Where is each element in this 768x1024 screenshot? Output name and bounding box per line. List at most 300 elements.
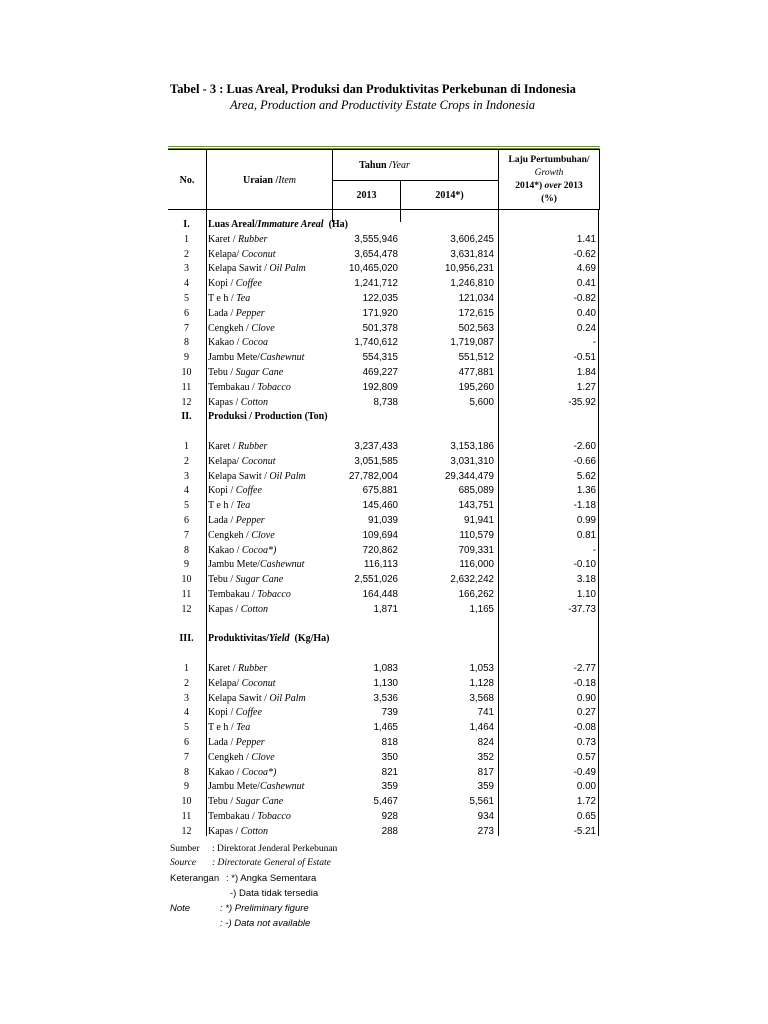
row-number: 11 [181, 381, 192, 393]
row-number: 8 [184, 337, 189, 349]
row-number: 7 [184, 322, 189, 334]
row-item [208, 558, 304, 573]
item-id: Tembakau / [208, 589, 258, 600]
item-id: Kakao / [208, 337, 242, 349]
item-en: Cashewnut [259, 781, 305, 793]
item-en: Pepper [235, 515, 265, 526]
value-growth: -2.77 [573, 663, 596, 674]
item-id: Jambu Mete/ [208, 781, 260, 793]
value-growth: 0.99 [576, 515, 596, 526]
table-row [168, 381, 600, 396]
row-item [208, 825, 268, 840]
value-2013: 720,862 [362, 544, 398, 556]
value-2013: 3,555,946 [354, 233, 398, 245]
section-row [168, 632, 600, 647]
row-number: 3 [184, 263, 189, 275]
row-item [208, 484, 262, 499]
value-growth: 4.69 [576, 263, 596, 275]
value-2014: 5,600 [469, 396, 494, 408]
header-growth-line1: Laju Pertumbuhan/ [508, 155, 590, 165]
value-2013: 739 [381, 707, 398, 719]
item-id: Karet / [208, 233, 238, 245]
item-id: Kelapa/ [208, 677, 242, 689]
table-row [168, 558, 600, 573]
item-id: Jambu Mete/ [208, 352, 260, 364]
row-number: 8 [184, 544, 189, 556]
row-item [208, 470, 306, 485]
row-item [208, 780, 304, 795]
table-row [168, 766, 600, 781]
row-number: 4 [184, 485, 189, 497]
growth-over: over [544, 181, 562, 191]
value-2013: 818 [381, 737, 398, 748]
row-number: II. [181, 411, 192, 423]
value-2013: 5,467 [373, 796, 398, 808]
row-item [208, 248, 275, 263]
item-en: Pepper [235, 737, 265, 748]
value-2014: 110,579 [459, 529, 494, 541]
item-id: Cengkeh / [208, 529, 252, 541]
value-2014: 3,631,814 [450, 248, 494, 260]
table-row [168, 514, 600, 529]
table-row [168, 780, 600, 795]
row-number: III. [179, 633, 194, 645]
table-row [168, 810, 600, 825]
row-item [208, 499, 250, 514]
value-growth: -0.49 [573, 766, 596, 778]
value-growth: -1.18 [573, 500, 596, 512]
table-row [168, 440, 600, 455]
item-id: Kapas / [208, 396, 241, 408]
value-2013: 164,448 [362, 589, 398, 600]
row-item [208, 277, 262, 292]
header-item-en: Item [278, 174, 297, 186]
item-unit: (Ha) [323, 219, 349, 230]
row-number: 9 [184, 559, 189, 571]
item-id: Kelapa Sawit / [208, 692, 270, 704]
row-item [208, 632, 330, 647]
section-row [168, 218, 600, 233]
item-id: Kopi / [208, 485, 236, 497]
value-2013: 1,130 [373, 677, 398, 689]
item-en: Cotton [240, 396, 269, 408]
value-2013: 501,378 [362, 322, 398, 334]
row-number: 12 [181, 396, 192, 408]
value-2013: 821 [381, 766, 398, 778]
row-number: 10 [181, 367, 192, 378]
row-item [208, 573, 283, 588]
value-2013: 3,237,433 [354, 441, 398, 452]
value-growth: - [592, 337, 596, 349]
table-row [168, 825, 600, 840]
table-row [168, 470, 600, 485]
value-2013: 3,051,585 [354, 455, 398, 467]
item-en: Oil Palm [269, 692, 306, 704]
value-2013: 1,465 [373, 722, 398, 734]
value-2014: 3,568 [469, 692, 494, 704]
row-item [208, 544, 276, 559]
table-row [168, 366, 600, 381]
row-number: 7 [184, 751, 189, 763]
header-item [206, 150, 332, 210]
value-growth: -5.21 [573, 825, 596, 837]
row-item [208, 529, 275, 544]
item-en: Tobacco [257, 811, 291, 822]
value-2013: 171,920 [362, 307, 398, 319]
value-growth: -0.82 [573, 293, 596, 304]
value-growth: 1.10 [576, 589, 596, 600]
value-2014: 3,031,310 [450, 455, 494, 467]
table-row [168, 322, 600, 337]
value-2013: 122,035 [362, 293, 398, 304]
row-item [208, 322, 275, 337]
value-2014: 273 [477, 825, 494, 837]
item-id: Lada / [208, 737, 236, 748]
item-id: Tembakau / [208, 811, 258, 822]
table-row [168, 262, 600, 277]
header-growth [498, 150, 600, 210]
value-growth: - [592, 544, 596, 556]
row-item [208, 588, 291, 603]
value-2014: 359 [477, 781, 494, 793]
table-row [168, 795, 600, 810]
value-growth: -37.73 [568, 603, 596, 615]
value-growth: -0.51 [573, 352, 596, 364]
value-2014: 3,606,245 [450, 233, 494, 245]
item-id: Lada / [208, 307, 236, 319]
header-mid-border [332, 180, 498, 181]
item-en: Rubber [238, 663, 268, 674]
item-en: Pepper [235, 307, 265, 319]
value-growth: 3.18 [576, 574, 596, 586]
table-row [168, 736, 600, 751]
item-id: T e h / [208, 500, 237, 512]
table-row [168, 499, 600, 514]
value-2013: 8,738 [373, 396, 398, 408]
item-en: Clove [251, 529, 275, 541]
value-2014: 121,034 [458, 293, 494, 304]
item-id: Karet / [208, 441, 238, 452]
item-id: Jambu Mete/ [208, 559, 260, 571]
note-source-label: Source [170, 858, 197, 868]
item-unit: (Kg/Ha) [289, 633, 330, 645]
item-id: T e h / [208, 722, 237, 734]
value-growth: -2.60 [573, 441, 596, 452]
row-item [208, 410, 328, 425]
item-id: Luas Areal/ [208, 219, 258, 230]
item-id: Produktivitas/ [208, 633, 269, 645]
row-item [208, 810, 291, 825]
item-en: Sugar Cane [235, 574, 284, 586]
item-en: Oil Palm [269, 470, 306, 482]
row-number: 5 [184, 722, 189, 734]
row-number: 3 [184, 470, 189, 482]
value-2014: 195,260 [458, 381, 494, 393]
row-item [208, 218, 348, 233]
section-row [168, 410, 600, 425]
row-item [208, 396, 268, 411]
table-row [168, 455, 600, 470]
item-id: Kelapa/ [208, 455, 242, 467]
table-row [168, 292, 600, 307]
table-row [168, 603, 600, 618]
note-note-label: Note [170, 903, 191, 914]
value-growth: 0.65 [576, 811, 596, 822]
value-growth: 0.81 [576, 529, 596, 541]
row-item [208, 336, 268, 351]
row-number: 1 [184, 441, 189, 452]
value-2014: 29,344,479 [444, 470, 494, 482]
item-en: Clove [251, 322, 275, 334]
row-number: 6 [184, 515, 189, 526]
value-2013: 469,227 [362, 367, 398, 378]
item-id: Tebu / [208, 367, 236, 378]
value-growth: 1.41 [576, 233, 596, 245]
row-number: 9 [184, 781, 189, 793]
item-id: Kelapa Sawit / [208, 263, 270, 275]
note-source-text: : Directorate General of Estate [212, 858, 331, 868]
value-2014: 824 [477, 737, 494, 748]
row-item [208, 233, 267, 248]
value-growth: 0.00 [576, 781, 596, 793]
value-2013: 2,551,026 [354, 574, 398, 586]
table-row [168, 706, 600, 721]
row-item [208, 795, 283, 810]
value-2013: 27,782,004 [348, 470, 398, 482]
row-number: 9 [184, 352, 189, 364]
value-growth: 0.73 [576, 737, 596, 748]
row-number: 2 [184, 677, 189, 689]
table-row [168, 588, 600, 603]
row-item [208, 455, 275, 470]
item-id: Kapas / [208, 603, 241, 615]
value-2013: 192,809 [362, 381, 398, 393]
value-2014: 685,089 [458, 485, 494, 497]
value-2014: 1,128 [469, 677, 494, 689]
item-en: Oil Palm [269, 263, 306, 275]
header-growth-line2: Growth [534, 168, 564, 178]
value-2013: 675,881 [362, 485, 398, 497]
table-row [168, 692, 600, 707]
header-year-label: Tahun / [359, 159, 392, 171]
value-2013: 3,654,478 [354, 248, 398, 260]
value-2014: 817 [477, 766, 494, 778]
item-id: Cengkeh / [208, 751, 252, 763]
row-number: 6 [184, 307, 189, 319]
header-bottom-border [168, 209, 600, 210]
value-growth: 1.84 [576, 367, 596, 378]
item-id: Lada / [208, 515, 236, 526]
value-growth: -0.10 [573, 559, 596, 571]
value-2014: 1,719,087 [450, 337, 494, 349]
item-id: Kopi / [208, 707, 236, 719]
row-number: 8 [184, 766, 189, 778]
value-2014: 1,464 [469, 722, 494, 734]
value-growth: 0.90 [576, 692, 596, 704]
value-2014: 1,246,810 [450, 278, 494, 290]
item-en: Cocoa*) [241, 766, 277, 778]
value-2014: 5,561 [469, 796, 494, 808]
value-2014: 477,881 [458, 367, 494, 378]
item-en: Cotton [240, 603, 269, 615]
item-en: Coffee [235, 278, 262, 290]
value-growth: -0.18 [573, 677, 596, 689]
row-number: I. [183, 219, 190, 230]
table-row [168, 336, 600, 351]
table-row [168, 751, 600, 766]
value-growth: -0.66 [573, 455, 596, 467]
note-sumber-label: Sumber [170, 844, 200, 854]
value-2013: 1,083 [373, 663, 398, 674]
item-en: Cotton [240, 825, 269, 837]
table-row [168, 662, 600, 677]
value-2014: 934 [477, 811, 494, 822]
value-2013: 91,039 [368, 515, 398, 526]
row-item [208, 262, 306, 277]
header-growth-line3 [515, 180, 583, 193]
row-item [208, 381, 291, 396]
row-item [208, 692, 306, 707]
item-en: Sugar Cane [235, 796, 284, 808]
row-item [208, 662, 267, 677]
item-en: Cashewnut [259, 559, 305, 571]
row-number: 3 [184, 692, 189, 704]
value-growth: 0.40 [576, 307, 596, 319]
value-growth: 1.27 [576, 381, 596, 393]
header-no: No. [179, 174, 195, 186]
item-en: Sugar Cane [235, 367, 284, 378]
item-id: Kopi / [208, 278, 236, 290]
table-title: Tabel - 3 : Luas Areal, Produksi dan Produktivitas Perkebunan di Indonesia [170, 82, 576, 96]
value-2014: 1,165 [469, 603, 494, 615]
value-2014: 709,331 [458, 544, 494, 556]
item-en: Cocoa [241, 337, 268, 349]
row-item [208, 721, 250, 736]
item-en: Coffee [235, 707, 262, 719]
row-number: 2 [184, 248, 189, 260]
growth-year-b: 2013 [561, 181, 583, 191]
row-number: 12 [181, 825, 192, 837]
item-en: Tobacco [257, 381, 291, 393]
growth-year-a: 2014*) [515, 181, 545, 191]
table-row [168, 529, 600, 544]
value-2014: 172,615 [458, 307, 494, 319]
item-id: Kapas / [208, 825, 241, 837]
row-number: 6 [184, 737, 189, 748]
value-2013: 3,536 [373, 692, 398, 704]
table-row [168, 248, 600, 263]
table-row [168, 233, 600, 248]
row-item [208, 307, 265, 322]
item-id: Tembakau / [208, 381, 258, 393]
row-item [208, 292, 250, 307]
value-2013: 109,694 [362, 529, 398, 541]
value-2014: 91,941 [464, 515, 494, 526]
row-number: 5 [184, 500, 189, 512]
item-id: T e h / [208, 293, 237, 304]
table-row [168, 721, 600, 736]
note-ket-text1: : *) Angka Sementara [226, 873, 317, 884]
item-en: Coconut [241, 455, 276, 467]
value-2014: 1,053 [469, 663, 494, 674]
value-growth: 0.24 [576, 322, 596, 334]
row-item [208, 514, 265, 529]
table-row [168, 351, 600, 366]
note-note-text2: : -) Data not available [220, 918, 311, 929]
value-2014: 551,512 [458, 352, 494, 364]
note-ket-text2: -) Data tidak tersedia [230, 888, 319, 899]
row-number: 10 [181, 796, 192, 808]
value-2013: 1,871 [373, 603, 398, 615]
row-number: 1 [184, 663, 189, 674]
item-en: Tea [236, 722, 251, 734]
row-number: 4 [184, 707, 189, 719]
item-en: Tobacco [257, 589, 291, 600]
table-row [168, 677, 600, 692]
row-item [208, 440, 267, 455]
value-2014: 352 [477, 751, 494, 763]
note-sumber-text: : Direktorat Jenderal Perkebunan [212, 844, 338, 854]
note-ket-label: Keterangan [170, 873, 220, 884]
item-id: Cengkeh / [208, 322, 252, 334]
value-2014: 166,262 [458, 589, 494, 600]
value-2013: 288 [381, 825, 398, 837]
table-row [168, 277, 600, 292]
row-number: 1 [184, 233, 189, 245]
table-row [168, 307, 600, 322]
row-number: 11 [181, 589, 192, 600]
value-2014: 3,153,186 [450, 441, 494, 452]
value-2013: 1,740,612 [354, 337, 398, 349]
item-en: Tea [236, 500, 251, 512]
header-2014: 2014*) [400, 180, 498, 210]
row-item [208, 366, 283, 381]
value-2014: 502,563 [458, 322, 494, 334]
row-number: 4 [184, 278, 189, 290]
header-year-en: Year [391, 159, 410, 171]
header-top-border [168, 149, 600, 150]
value-growth: 0.57 [576, 751, 596, 763]
note-note-text1: : *) Preliminary figure [220, 903, 309, 914]
item-en: Coffee [235, 485, 262, 497]
row-item [208, 766, 276, 781]
value-2014: 143,751 [458, 500, 494, 512]
item-id: Kelapa/ [208, 248, 242, 260]
item-en: Yield [268, 633, 290, 645]
value-2014: 741 [477, 707, 494, 719]
value-2013: 116,113 [364, 559, 398, 571]
value-2013: 1,241,712 [354, 278, 398, 290]
item-en: Coconut [241, 248, 276, 260]
value-growth: 1.36 [576, 485, 596, 497]
item-id: Kakao / [208, 766, 242, 778]
row-number: 2 [184, 455, 189, 467]
value-2013: 145,460 [362, 500, 398, 512]
value-2014: 116,000 [459, 559, 494, 571]
item-en: Rubber [238, 233, 268, 245]
item-en: Rubber [238, 441, 268, 452]
row-number: 10 [181, 574, 192, 586]
value-growth: -0.08 [573, 722, 596, 734]
item-id: Karet / [208, 663, 238, 674]
row-item [208, 706, 262, 721]
item-en: Clove [251, 751, 275, 763]
header-year [332, 150, 436, 180]
value-growth: -35.92 [568, 396, 596, 408]
value-2013: 10,465,020 [348, 263, 398, 275]
row-item [208, 736, 265, 751]
row-number: 5 [184, 293, 189, 304]
